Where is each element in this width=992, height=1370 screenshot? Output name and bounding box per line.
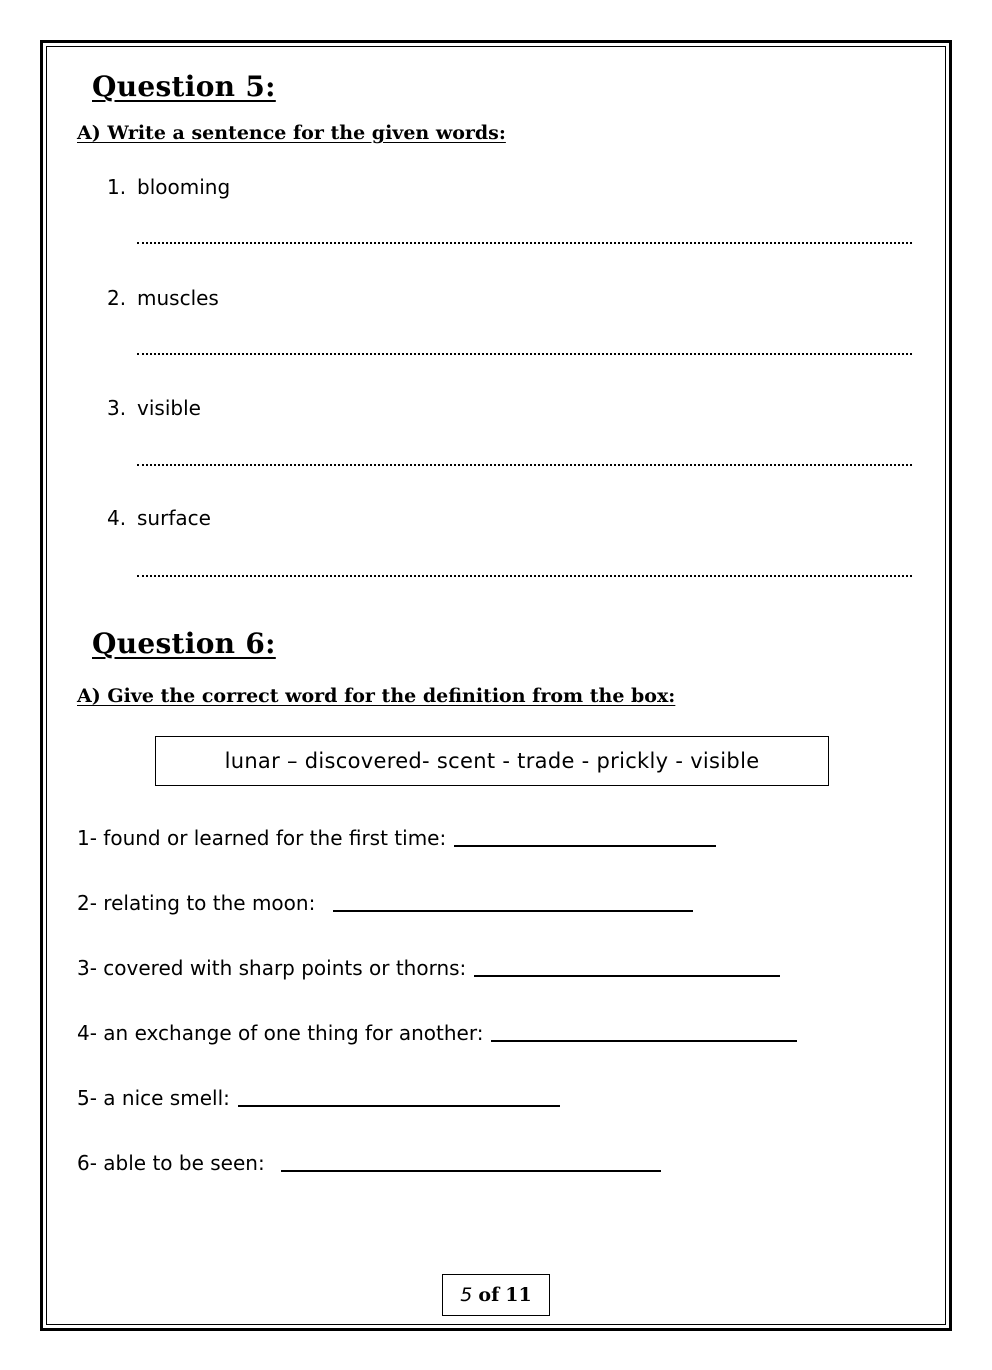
- page-total: 11: [505, 1284, 532, 1306]
- answer-line-3[interactable]: [137, 464, 912, 466]
- answer-blank-6[interactable]: [281, 1170, 661, 1172]
- question-5-title: Question 5:: [92, 70, 276, 103]
- definition-text: 2- relating to the moon:: [77, 891, 316, 915]
- definition-3: [77, 956, 780, 980]
- definition-text: 6- able to be seen:: [77, 1151, 265, 1175]
- definition-text: 3- covered with sharp points or thorns:: [77, 956, 467, 980]
- word-item-3: [107, 396, 201, 420]
- word-item-number: 3.: [107, 396, 127, 420]
- word-item-4: [107, 506, 211, 530]
- answer-line-2[interactable]: [137, 353, 912, 355]
- answer-blank-4[interactable]: [491, 1040, 797, 1042]
- word-item-1: [107, 175, 230, 199]
- word-item-text: visible: [137, 396, 201, 420]
- definition-text: 5- a nice smell:: [77, 1086, 230, 1110]
- answer-line-4[interactable]: [137, 575, 912, 577]
- word-item-text: muscles: [137, 286, 219, 310]
- definition-4: [77, 1021, 797, 1045]
- word-item-number: 4.: [107, 506, 127, 530]
- word-bank-box: lunar – discovered- scent - trade - prickly - visible: [155, 736, 829, 786]
- question-6-title: Question 6:: [92, 627, 276, 660]
- answer-blank-1[interactable]: [454, 845, 716, 847]
- answer-blank-3[interactable]: [474, 975, 780, 977]
- definition-2: [77, 891, 693, 915]
- word-item-2: [107, 286, 219, 310]
- definition-6: [77, 1151, 661, 1175]
- word-item-text: blooming: [137, 175, 231, 199]
- word-item-text: surface: [137, 506, 211, 530]
- answer-blank-2[interactable]: [333, 910, 693, 912]
- definition-1: [77, 826, 716, 850]
- page-of: of: [478, 1284, 500, 1306]
- definition-text: 4- an exchange of one thing for another:: [77, 1021, 484, 1045]
- page-current: 5: [460, 1284, 473, 1306]
- question-5-instruction: A) Write a sentence for the given words:: [77, 122, 506, 144]
- definition-5: [77, 1086, 560, 1110]
- definition-text: 1- found or learned for the first time:: [77, 826, 447, 850]
- answer-blank-5[interactable]: [238, 1105, 560, 1107]
- question-6-instruction: A) Give the correct word for the definition from the box:: [77, 685, 676, 707]
- word-item-number: 2.: [107, 286, 127, 310]
- answer-line-1[interactable]: [137, 242, 912, 244]
- word-item-number: 1.: [107, 175, 127, 199]
- page-number-box: [442, 1274, 550, 1316]
